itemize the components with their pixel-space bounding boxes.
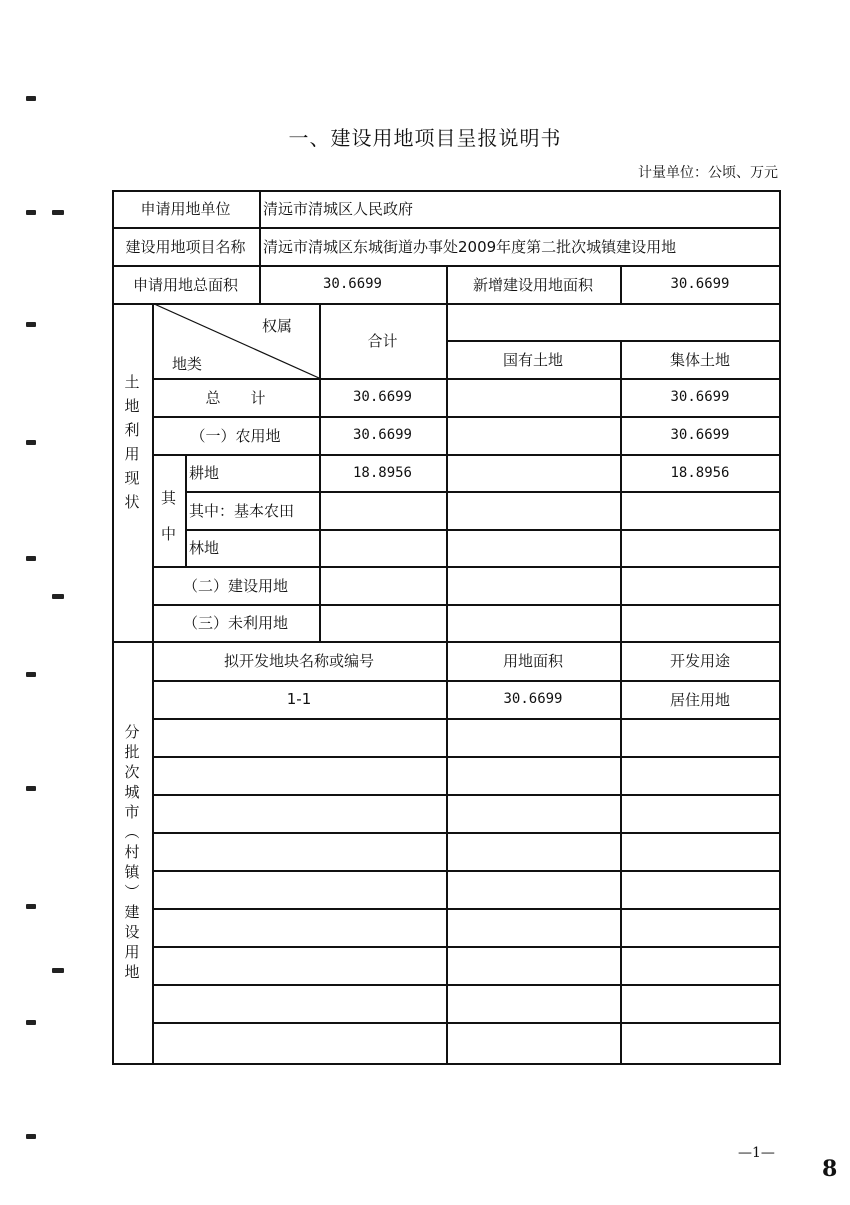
vertical-label-char: 其 [160,489,176,507]
binding-mark [26,672,36,677]
vertical-label-char: 现 [124,469,140,487]
batch-row-area [446,946,620,984]
batch-row-use [620,718,780,756]
binding-mark [26,1134,36,1139]
batch-row-name: 1-1 [286,690,312,708]
batch-row-name [152,908,446,946]
unit-label: 计量单位：公顷、万元 [638,165,778,181]
batch-row-area [446,908,620,946]
vertical-label-char: 利 [124,421,140,439]
land-row-label: （二）建设用地 [182,576,288,595]
batch-row-use [620,1022,780,1063]
land-status-section-label [112,370,152,514]
batch-row-area [446,870,620,908]
diag-header-ownership: 权属 [262,317,293,335]
page-stamp: 8 [822,1156,838,1182]
vertical-label-char: 中 [160,525,176,543]
col-block-name-header: 拟开发地块名称或编号 [223,652,374,670]
land-row-total: 30.6699 [352,389,412,405]
land-row-total: 30.6699 [352,427,412,443]
vertical-label-char: 地 [124,963,140,981]
land-row-collective [620,604,780,641]
land-row-collective: 18.8956 [670,464,730,481]
land-row-collective [620,491,780,529]
vertical-label-char: 村 [124,843,140,861]
land-row-label: （一）农用地 [190,426,281,445]
batch-row-use: 居住用地 [669,690,730,709]
project-name-label: 建设用地项目名称 [125,237,246,256]
binding-mark [26,210,36,215]
land-row-collective: 30.6699 [670,427,730,443]
batch-row-name [152,1022,446,1063]
total-area-label: 申请用地总面积 [132,275,238,294]
land-row-total [319,529,446,566]
vertical-label-char: 镇 [124,863,140,881]
page-footer: —1— [738,1145,775,1161]
land-row-label: 其中：基本农田 [189,501,295,520]
vertical-label-char: 分 [124,723,140,741]
batch-row-name [152,832,446,870]
batch-row-use [620,794,780,832]
land-row-total [319,604,446,641]
vertical-label-char: 城 [124,783,140,801]
land-row-label: 总 计 [205,388,266,407]
batch-row-use [620,984,780,1022]
binding-mark [26,786,36,791]
binding-mark [52,968,64,973]
col-area-header: 用地面积 [502,652,563,670]
batch-section-label [112,722,152,982]
land-row-state [446,416,620,454]
batch-row-name [152,946,446,984]
batch-row-name [152,756,446,794]
batch-row-name [152,984,446,1022]
land-row-state [446,566,620,604]
batch-row-use [620,870,780,908]
binding-mark [26,556,36,561]
vertical-label-char: 用 [124,445,140,463]
land-row-label: 耕地 [189,464,220,482]
batch-row-area [446,1022,620,1063]
vertical-label-char: 建 [124,903,140,921]
col-state-header: 国有土地 [502,350,563,369]
binding-mark [26,904,36,909]
batch-row-name [152,718,446,756]
binding-mark [52,594,64,599]
vertical-label-char: ︶ [124,883,140,901]
new-area-label: 新增建设用地面积 [472,275,593,294]
batch-row-area: 30.6699 [503,691,563,707]
vertical-label-char: 次 [124,763,140,781]
batch-row-area [446,794,620,832]
binding-mark [26,96,36,101]
batch-row-name [152,870,446,908]
binding-mark [26,1020,36,1025]
binding-mark [52,210,64,215]
land-row-collective [620,529,780,566]
col-collective-header: 集体土地 [669,350,730,369]
vertical-label-char: 批 [124,743,140,761]
project-name-value: 清远市清城区东城街道办事处2009年度第二批次城镇建设用地 [263,237,677,256]
applicant-label: 申请用地单位 [140,200,231,218]
land-row-total [319,566,446,604]
land-row-collective [620,566,780,604]
land-row-state [446,529,620,566]
vertical-label-char: 土 [124,373,140,391]
vertical-label-char: 市 [124,803,140,821]
batch-row-use [620,946,780,984]
document-title: 一、建设用地项目呈报说明书 [288,126,562,150]
batch-row-area [446,832,620,870]
land-row-total [319,491,446,529]
binding-mark [26,440,36,445]
batch-row-area [446,718,620,756]
batch-row-area [446,756,620,794]
land-row-state [446,604,620,641]
applicant-value: 清远市清城区人民政府 [263,200,414,218]
batch-row-use [620,756,780,794]
batch-row-area [446,984,620,1022]
vertical-label-char: 状 [124,493,140,511]
subgroup-label [152,480,185,552]
diag-header-landtype: 地类 [172,355,203,373]
land-row-label: （三）未利用地 [182,614,288,632]
col-total-header: 合计 [367,332,398,350]
binding-mark [26,322,36,327]
total-area-value: 30.6699 [322,276,382,292]
vertical-label-char: 地 [124,397,140,415]
land-row-collective: 30.6699 [670,389,730,405]
land-row-label: 林地 [189,539,220,557]
vertical-label-char: 用 [124,943,140,961]
col-use-header: 开发用途 [669,652,730,670]
land-row-state [446,491,620,529]
land-row-state [446,454,620,491]
vertical-label-char: 设 [124,923,140,941]
vertical-label-char: ︵ [124,823,140,841]
batch-row-use [620,908,780,946]
land-row-state [446,378,620,416]
land-row-total: 18.8956 [352,464,412,481]
batch-row-name [152,794,446,832]
batch-row-use [620,832,780,870]
new-area-value: 30.6699 [670,276,730,292]
